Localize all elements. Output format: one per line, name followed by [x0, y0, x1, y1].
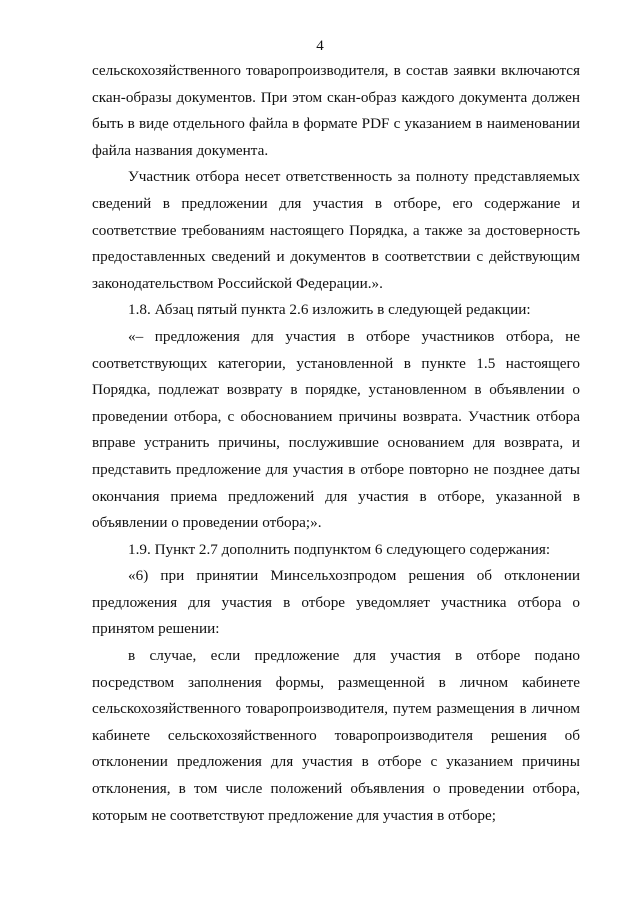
document-body — [92, 58, 580, 829]
paragraph-item-1-9: 1.9. Пункт 2.7 дополнить подпунктом 6 следующего содержания: — [128, 540, 551, 558]
page-number: 4 — [316, 38, 324, 54]
paragraph-subitem-6: «6) при принятии Минсельхозпродом решения об отклонении предложения для участия в отборе уведомляет участника отбора о принятом решении: — [92, 567, 580, 638]
paragraph-personal-cabinet: в случае, если предложение для участия в отборе подано посредством заполнения формы, размещенной в личном кабинете сельскохозяйственного товаропроизводителя, путем размещения в личном кабинете сельскохозяйственного товаропроизводителя решения об отклонении предложения для участия в отборе с указанием причины отклонения, в том числе положений объявления о проведении отбора, которым не соответствуют предложение для участия в отборе; — [92, 647, 580, 824]
paragraph-item-1-8: 1.8. Абзац пятый пункта 2.6 изложить в следующей редакции: — [128, 301, 531, 319]
paragraph-item-1-8-text: «– предложения для участия в отборе участников отбора, не соответствующих категории, установленной в пункте 1.5 настоящего Порядка, подлежат возврату в порядке, установленном в объявлении о проведении отбора, с обоснованием причины возврата. Участник отбора вправе устранить причины, послужившие основанием для возврата, и представить предложение для участия в отборе повторно не позднее даты окончания приема предложений для участия в отборе, указанной в объявлении о проведении отбора;». — [92, 327, 580, 532]
paragraph-participant-responsibility: Участник отбора несет ответственность за полноту представляемых сведений в предложении для участия в отборе, его содержание и соответствие требованиям настоящего Порядка, а также за достоверность предоставленных сведений и документов в соответствии с действующим законодательством Российской Федерации.». — [92, 168, 580, 292]
paragraph-continuation: сельскохозяйственного товаропроизводителя, в состав заявки включаются скан-образы документов. При этом скан-образ каждого документа должен быть в виде отдельного файла в формате PDF с указанием в наименовании файла названия документа. — [92, 62, 580, 159]
